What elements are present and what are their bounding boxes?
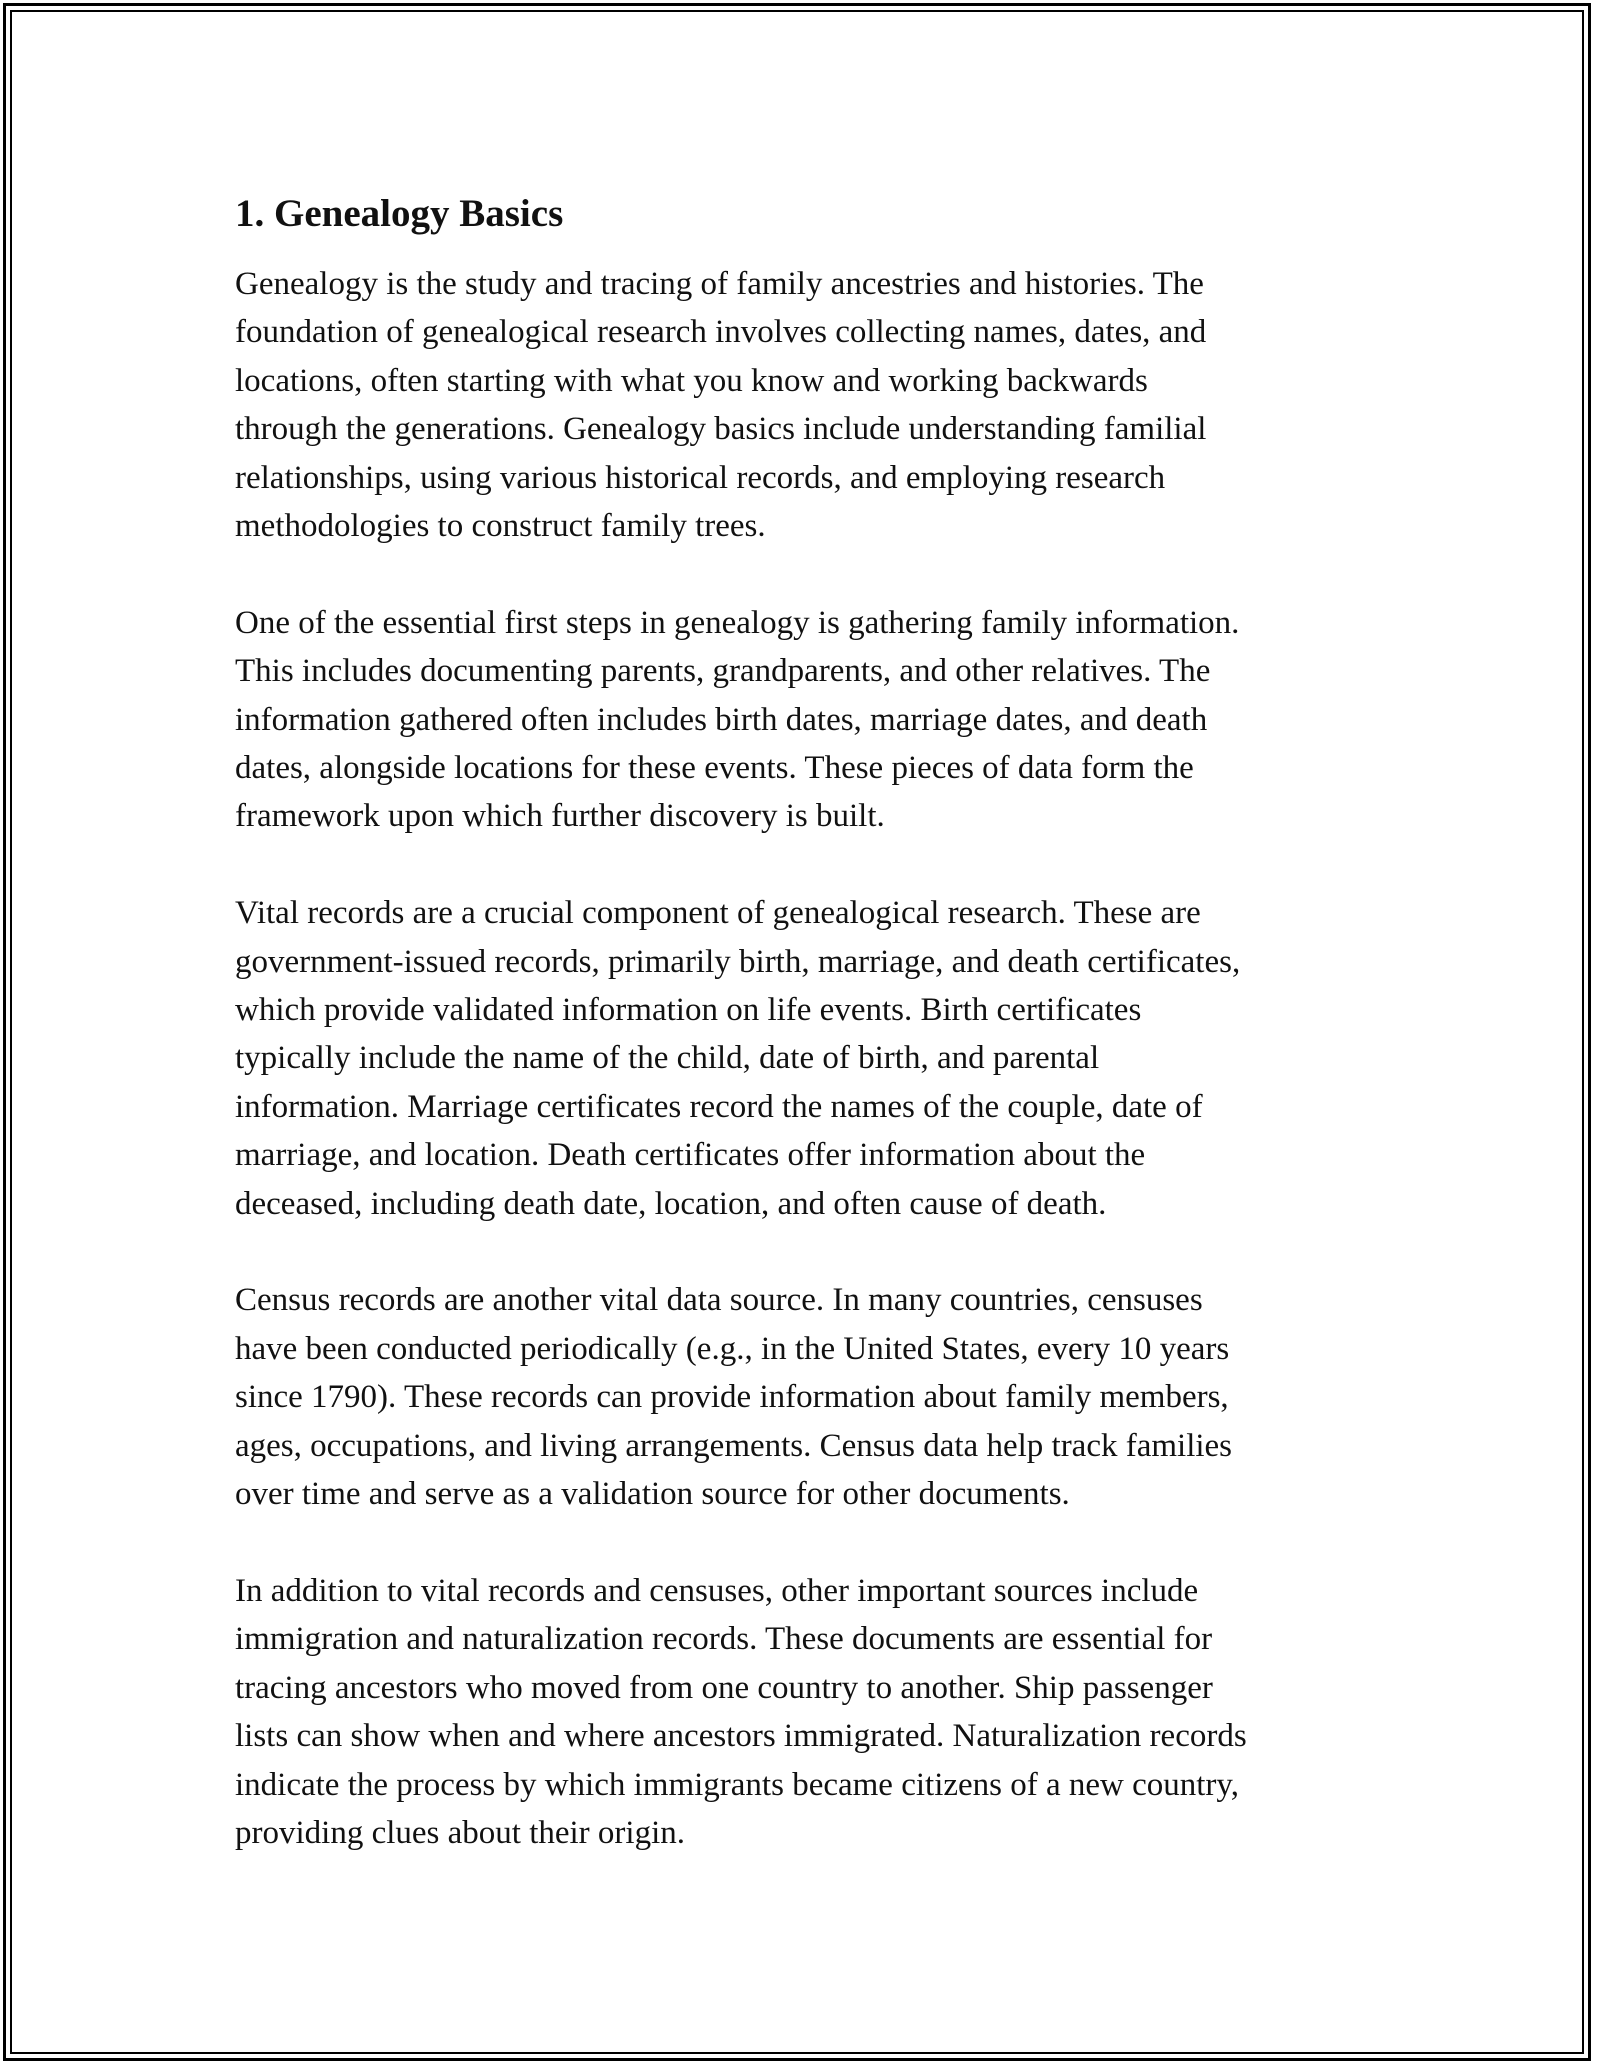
paragraph-line: marriage, and location. Death certificates offer information about the [235, 1137, 1146, 1174]
paragraph-container [235, 260, 1375, 1857]
paragraph-line: lists can show when and where ancestors immigrated. Naturalization records [235, 1718, 1247, 1755]
body-paragraph [235, 1567, 1375, 1857]
paragraph-line: This includes documenting parents, grandparents, and other relatives. The [235, 653, 1211, 690]
paragraph-line: Census records are another vital data source. In many countries, censuses [235, 1282, 1203, 1319]
paragraph-line: information gathered often includes birth dates, marriage dates, and death [235, 701, 1208, 738]
section-heading: 1. Genealogy Basics [235, 192, 564, 235]
paragraph-line: providing clues about their origin. [235, 1814, 685, 1851]
paragraph-line: indicate the process by which immigrants became citizens of a new country, [235, 1766, 1240, 1803]
paragraph-line: through the generations. Genealogy basics include understanding familial [235, 411, 1207, 448]
paragraph-line: immigration and naturalization records. These documents are essential for [235, 1621, 1213, 1658]
paragraph-line: methodologies to construct family trees. [235, 508, 766, 545]
paragraph-line: typically include the name of the child, date of birth, and parental [235, 1040, 1100, 1077]
paragraph-line: have been conducted periodically (e.g., in the United States, every 10 years [235, 1330, 1230, 1367]
body-paragraph [235, 889, 1375, 1228]
paragraph-line: In addition to vital records and censuses, other important sources include [235, 1572, 1199, 1609]
paragraph-line: deceased, including death date, location, and often cause of death. [235, 1185, 1107, 1222]
paragraph-line: ages, occupations, and living arrangements. Census data help track families [235, 1427, 1233, 1464]
body-paragraph [235, 260, 1375, 550]
body-paragraph [235, 599, 1375, 841]
paragraph-line: relationships, using various historical records, and employing research [235, 459, 1166, 496]
body-paragraph [235, 1276, 1375, 1518]
paragraph-line: One of the essential first steps in genealogy is gathering family information. [235, 604, 1240, 641]
paragraph-line: government-issued records, primarily birth, marriage, and death certificates, [235, 943, 1241, 980]
paragraph-line: Vital records are a crucial component of genealogical research. These are [235, 895, 1201, 932]
paragraph-line: tracing ancestors who moved from one country to another. Ship passenger [235, 1669, 1213, 1706]
paragraph-line: information. Marriage certificates record the names of the couple, date of [235, 1088, 1203, 1125]
paragraph-line: foundation of genealogical research involves collecting names, dates, and [235, 314, 1207, 351]
paragraph-line: framework upon which further discovery is built. [235, 798, 885, 835]
paragraph-line: which provide validated information on life events. Birth certificates [235, 992, 1142, 1029]
paragraph-line: dates, alongside locations for these events. These pieces of data form the [235, 750, 1194, 787]
document-body [235, 186, 1375, 1906]
paragraph-line: locations, often starting with what you know and working backwards [235, 362, 1148, 399]
paragraph-line: since 1790). These records can provide information about family members, [235, 1379, 1229, 1416]
paragraph-line: over time and serve as a validation source for other documents. [235, 1476, 1070, 1513]
paragraph-line: Genealogy is the study and tracing of family ancestries and histories. The [235, 266, 1204, 302]
